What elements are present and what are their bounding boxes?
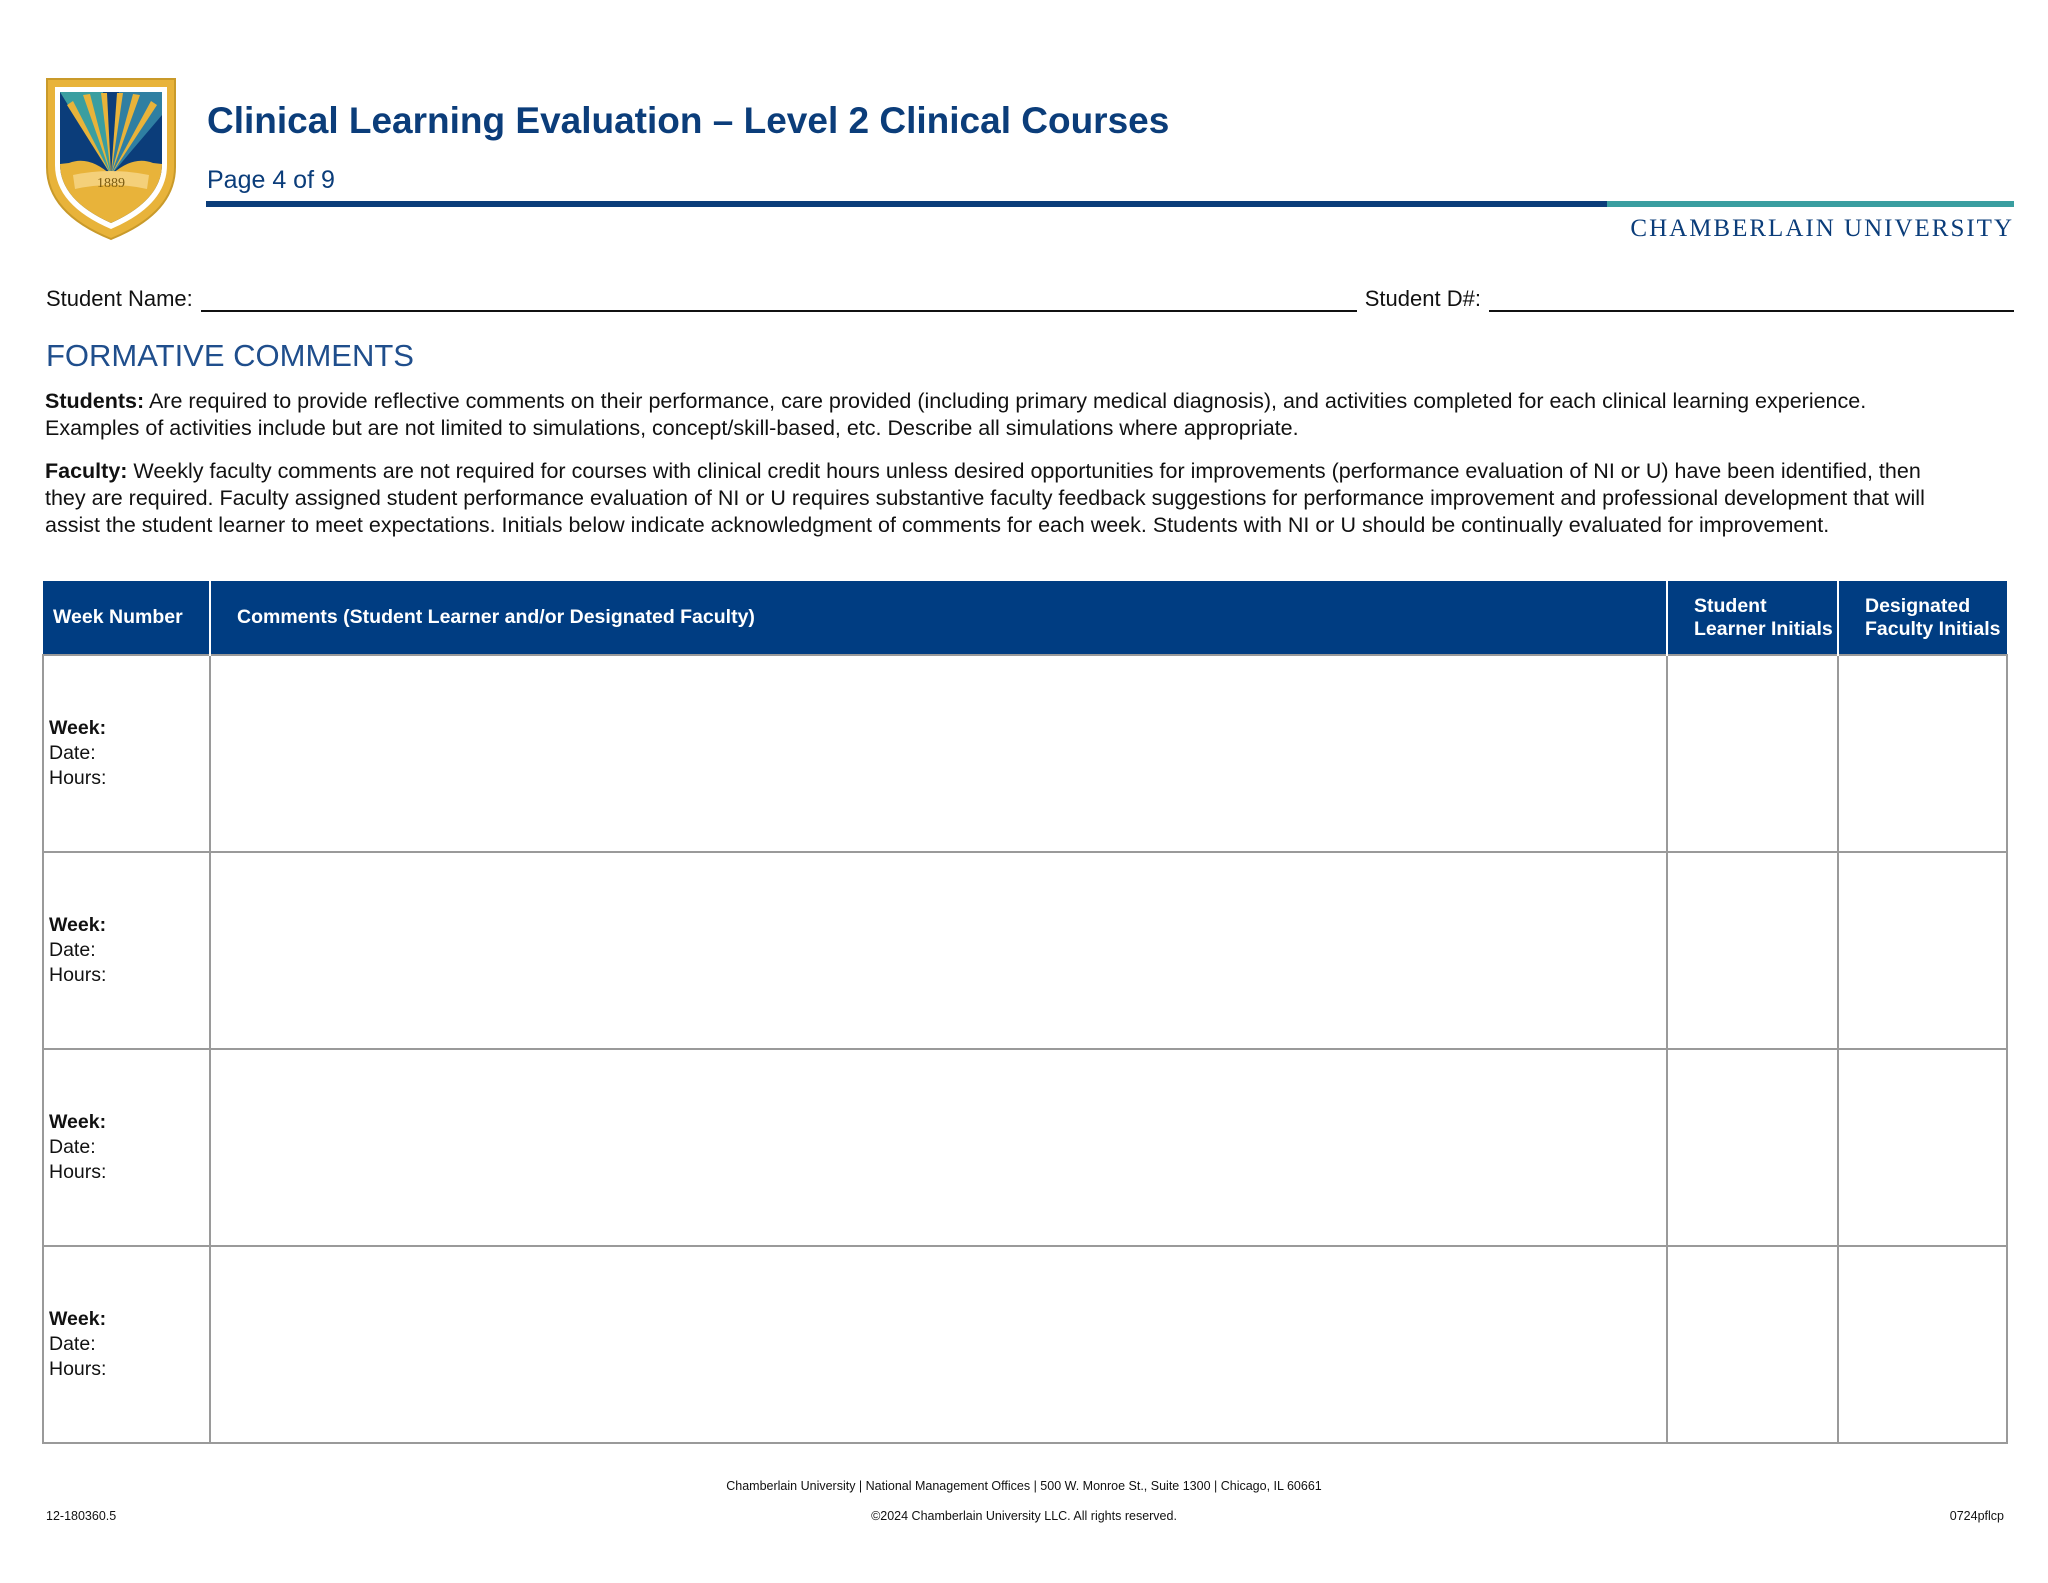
student-info-row xyxy=(46,282,2014,312)
header-rule-teal xyxy=(1607,201,2014,207)
footer-copyright: ©2024 Chamberlain University LLC. All rights reserved. xyxy=(871,1509,1177,1523)
comments-cell[interactable] xyxy=(210,852,1667,1049)
footer-address: Chamberlain University | National Management Offices | 500 W. Monroe St., Suite 1300 | Chicago, IL 60661 xyxy=(726,1479,1322,1493)
table-row xyxy=(43,1049,2007,1246)
formative-comments-table xyxy=(42,581,2008,1444)
faculty-instructions xyxy=(45,458,1945,539)
date-label: Date: xyxy=(49,1136,96,1158)
footer-version-code: 0724pflcp xyxy=(1949,1509,2004,1523)
page-indicator: Page 4 of 9 xyxy=(207,166,335,194)
column-header-student-initials: Student Learner Initials xyxy=(1667,581,1838,655)
table-header-row xyxy=(43,581,2007,655)
hours-label: Hours: xyxy=(49,1358,107,1380)
column-header-week: Week Number xyxy=(43,581,210,655)
table-row xyxy=(43,852,2007,1049)
student-id-field[interactable] xyxy=(1489,284,2014,312)
student-initials-cell[interactable] xyxy=(1667,655,1838,852)
hours-label: Hours: xyxy=(49,964,107,986)
faculty-text: Weekly faculty comments are not required for courses with clinical credit hours unless desired opportunities for improvements (performance evaluation of NI or U) have been identified, then they are required. Faculty assigned student performance evaluation of NI or U requires substantive faculty feedback suggestions for performance improvement and professional development that will assist the student learner to meet expectations. Initials below indicate acknowledgment of comments for each week. Students with NI or U should be continually evaluated for improvement. xyxy=(45,459,1925,537)
table-row xyxy=(43,1246,2007,1443)
hours-label: Hours: xyxy=(49,1161,107,1183)
comments-cell[interactable] xyxy=(210,1049,1667,1246)
comments-cell[interactable] xyxy=(210,655,1667,852)
crest-year: 1889 xyxy=(97,176,125,191)
column-header-comments: Comments (Student Learner and/or Designated Faculty) xyxy=(210,581,1667,655)
students-instructions xyxy=(45,388,1945,442)
week-label: Week: xyxy=(49,1308,107,1330)
student-name-label: Student Name: xyxy=(46,286,193,311)
week-label: Week: xyxy=(49,717,107,739)
week-label: Week: xyxy=(49,914,107,936)
faculty-initials-cell[interactable] xyxy=(1838,852,2007,1049)
table-row xyxy=(43,655,2007,852)
date-label: Date: xyxy=(49,742,96,764)
section-heading: FORMATIVE COMMENTS xyxy=(46,338,414,373)
footer-form-code: 12-180360.5 xyxy=(46,1509,117,1523)
student-initials-cell[interactable] xyxy=(1667,852,1838,1049)
week-cell xyxy=(43,1246,210,1443)
faculty-initials-cell[interactable] xyxy=(1838,1049,2007,1246)
column-header-faculty-initials: Designated Faculty Initials xyxy=(1838,581,2007,655)
week-label: Week: xyxy=(49,1111,107,1133)
students-label: Students: xyxy=(45,389,145,413)
faculty-label: Faculty: xyxy=(45,459,128,483)
week-cell xyxy=(43,1049,210,1246)
student-initials-cell[interactable] xyxy=(1667,1049,1838,1246)
student-id-label: Student D#: xyxy=(1364,286,1481,311)
university-crest-logo xyxy=(43,75,179,243)
date-label: Date: xyxy=(49,939,96,961)
faculty-initials-cell[interactable] xyxy=(1838,1246,2007,1443)
week-cell xyxy=(43,852,210,1049)
document-title: Clinical Learning Evaluation – Level 2 Clinical Courses xyxy=(207,100,1170,141)
comments-cell[interactable] xyxy=(210,1246,1667,1443)
student-initials-cell[interactable] xyxy=(1667,1246,1838,1443)
university-wordmark: CHAMBERLAIN UNIVERSITY xyxy=(1630,215,2014,242)
faculty-initials-cell[interactable] xyxy=(1838,655,2007,852)
student-name-field[interactable] xyxy=(201,284,1357,312)
date-label: Date: xyxy=(49,1333,96,1355)
hours-label: Hours: xyxy=(49,767,107,789)
students-text: Are required to provide reflective comments on their performance, care provided (including primary medical diagnosis), and activities completed for each clinical learning experience. Examples of activities include but are not limited to simulations, concept/skill-based, etc. Describe all simulations where appropriate. xyxy=(45,389,1867,440)
week-cell xyxy=(43,655,210,852)
header-rule-blue xyxy=(206,201,1607,207)
